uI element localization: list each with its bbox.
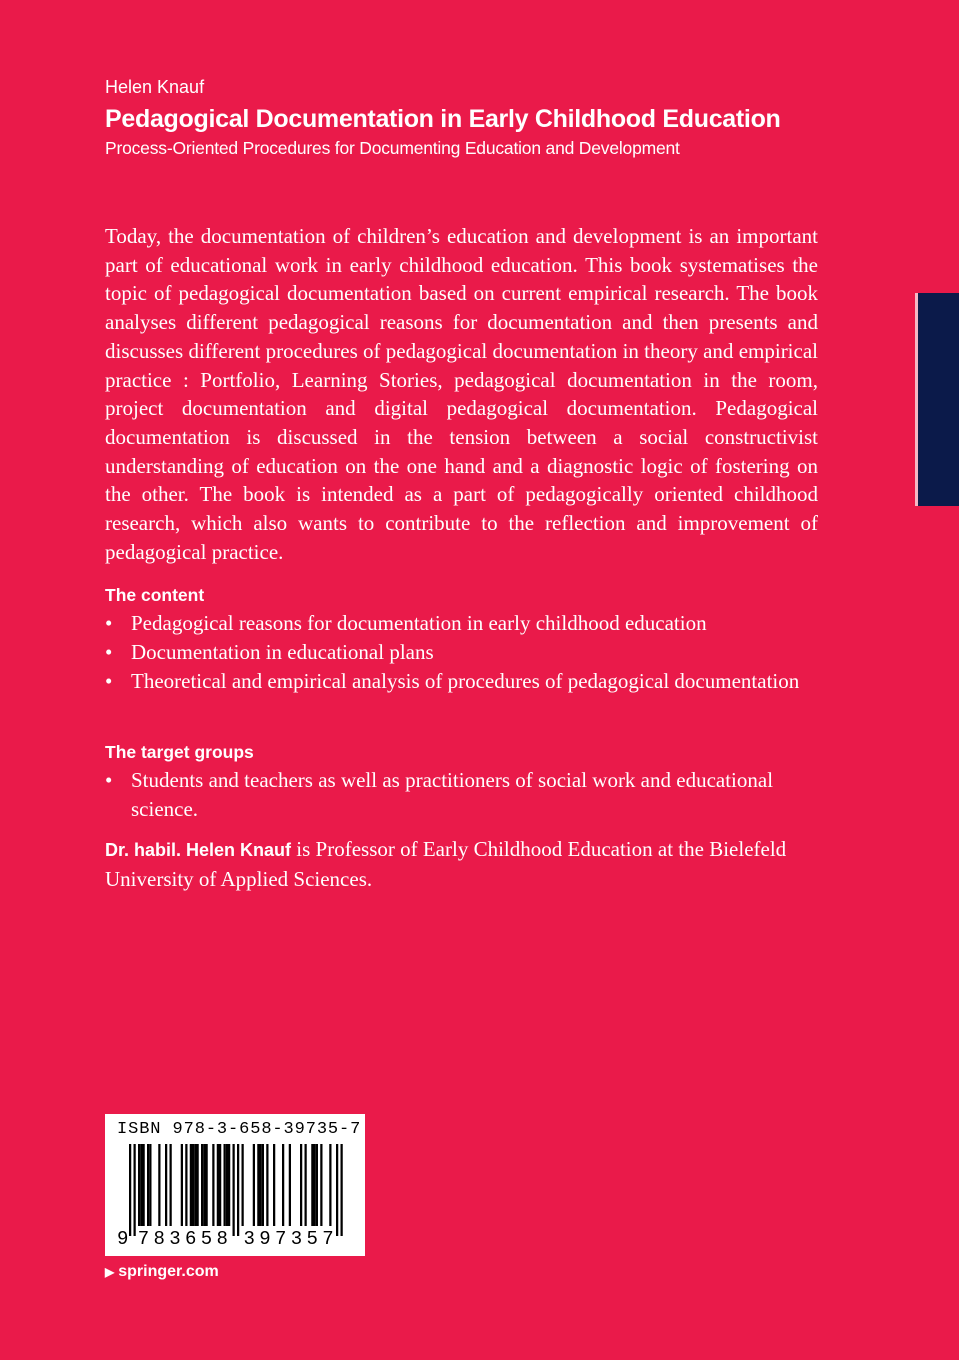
barcode-bar — [140, 1144, 142, 1226]
barcode-bar — [143, 1144, 145, 1226]
ean-digit: 7 — [137, 1228, 150, 1250]
book-description: Today, the documentation of children’s education and development is an important part of educational work in early childhood education. This book systematises the topic of pedagogical documentation based on current empirical research. The book analyses different pedagogical reasons for documentation and then presents and discusses different procedures of pedagogical documentation in theory and empirical practice : Portfolio, Learning Stories, pedagogical documentation in the room, project documentation and digital pedagogical documentation. Pedagogical documentation is discussed in the tension between a social constructivist understanding of education on the one hand and a diagnostic logic of fostering on the other. The book is intended as a part of pedagogically oriented childhood research, which also wants to contribute to the reflection and improvement of pedagogical practice. — [105, 224, 818, 564]
barcode-bar — [206, 1144, 208, 1226]
barcode-bar — [185, 1144, 187, 1226]
barcode-bar — [201, 1144, 203, 1226]
barcode-bar — [253, 1144, 255, 1226]
content-heading: The content — [105, 585, 205, 605]
book-title: Pedagogical Documentation in Early Childhood Education — [105, 105, 781, 133]
barcode-bar — [226, 1144, 228, 1226]
author-bio-name: Dr. habil. Helen Knauf — [105, 840, 292, 860]
target-groups-list — [105, 766, 805, 824]
barcode-bar — [217, 1144, 219, 1226]
author-bio — [105, 835, 845, 894]
barcode-bar — [158, 1144, 160, 1226]
ean-digit: 8 — [153, 1228, 165, 1250]
barcode-bar — [266, 1144, 268, 1226]
barcode-bar — [192, 1144, 194, 1226]
barcode-bar — [341, 1144, 343, 1236]
spine-color-tab — [915, 293, 959, 506]
bullet-icon: • — [105, 640, 113, 664]
ean-digit: 5 — [200, 1228, 213, 1250]
barcode-bar — [203, 1144, 205, 1226]
publisher-link[interactable] — [105, 1261, 219, 1283]
barcode-bar — [237, 1144, 239, 1236]
barcode-bar — [282, 1144, 284, 1226]
isbn-barcode — [105, 1114, 365, 1256]
barcode-bar — [260, 1144, 262, 1226]
barcode-bar — [262, 1144, 264, 1226]
barcode-bar — [305, 1144, 307, 1226]
ean-digit: 6 — [185, 1228, 197, 1250]
barcode-bar — [228, 1144, 230, 1226]
barcode-bar — [149, 1144, 151, 1226]
list-item-text: Students and teachers as well as practitioners of social work and educational science. — [131, 768, 774, 821]
ean-digit: 8 — [216, 1228, 228, 1250]
list-item — [105, 766, 805, 824]
barcode-bar — [257, 1144, 259, 1226]
barcode-bar — [320, 1144, 322, 1226]
ean-digit: 7 — [322, 1228, 334, 1250]
list-item — [105, 667, 805, 696]
barcode-bar — [190, 1144, 192, 1226]
barcode-bar — [329, 1144, 331, 1226]
barcode-bar — [316, 1144, 318, 1226]
barcode-bar — [224, 1144, 226, 1226]
ean-digit: 3 — [169, 1228, 181, 1250]
barcode-bar — [181, 1144, 183, 1226]
barcode-bar — [273, 1144, 275, 1226]
barcode-bar — [314, 1144, 316, 1226]
isbn-label: ISBN 978-3-658-39735-7 — [117, 1120, 362, 1139]
list-item-text: Documentation in educational plans — [131, 640, 434, 664]
bullet-icon: • — [105, 669, 113, 693]
ean-digits — [117, 1228, 357, 1250]
ean-digit: 9 — [117, 1228, 129, 1250]
ean-digit: 3 — [243, 1228, 255, 1250]
author-name: Helen Knauf — [105, 77, 205, 97]
list-item — [105, 638, 805, 667]
barcode-bar — [219, 1144, 221, 1226]
list-item-text: Pedagogical reasons for documentation in early childhood education — [131, 611, 707, 635]
barcode-bar — [300, 1144, 302, 1226]
barcode-bar — [197, 1144, 199, 1226]
content-list — [105, 609, 805, 696]
ean-digit: 5 — [306, 1228, 318, 1250]
barcode-bar — [170, 1144, 172, 1226]
ean-digit: 9 — [259, 1228, 271, 1250]
book-subtitle: Process-Oriented Procedures for Documenting Education and Development — [105, 138, 680, 158]
barcode-bar — [194, 1144, 196, 1226]
target-groups-heading: The target groups — [105, 742, 254, 762]
list-item — [105, 609, 805, 638]
author-bio-text: is Professor of Early Childhood Education at the Bielefeld University of Applied Sciences. — [105, 837, 787, 891]
barcode-bar — [242, 1144, 244, 1226]
bullet-icon: • — [105, 611, 113, 635]
ean-digit: 3 — [290, 1228, 303, 1250]
cover-header — [105, 74, 865, 160]
barcode-bar — [165, 1144, 167, 1226]
arrow-right-icon: ▶ — [105, 1265, 115, 1279]
barcode-bar — [138, 1144, 140, 1226]
ean-digit: 7 — [275, 1228, 287, 1250]
barcode-bar — [147, 1144, 149, 1226]
list-item-text: Theoretical and empirical analysis of procedures of pedagogical documentation — [131, 669, 800, 693]
publisher-link-text: springer.com — [118, 1263, 219, 1280]
barcode-bar — [134, 1144, 136, 1236]
barcode-bar — [212, 1144, 214, 1226]
barcode-bar — [311, 1144, 313, 1226]
barcode-bar — [129, 1144, 131, 1236]
bullet-icon: • — [105, 768, 113, 792]
barcode-bar — [336, 1144, 338, 1236]
barcode-bar — [233, 1144, 235, 1236]
barcode-bar — [289, 1144, 291, 1226]
